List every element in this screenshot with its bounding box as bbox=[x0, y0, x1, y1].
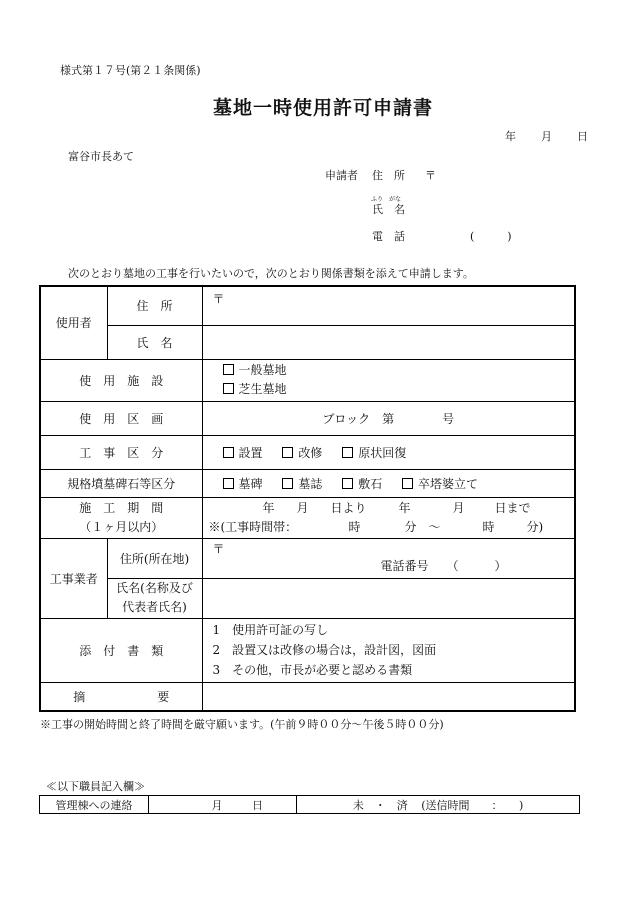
contractor-phone: 電話番号 （ ） bbox=[380, 558, 507, 573]
section-label: 使 用 区 画 bbox=[40, 401, 202, 435]
stone-label: 規格墳墓碑石等区分 bbox=[40, 469, 202, 497]
user-name-field[interactable] bbox=[202, 325, 575, 359]
attachments-label: 添 付 書 類 bbox=[40, 618, 202, 682]
period-row bbox=[40, 497, 575, 538]
period-field[interactable] bbox=[202, 497, 575, 538]
applicant-postal-mark: 〒 bbox=[425, 169, 436, 182]
contractor-name-field[interactable] bbox=[202, 578, 575, 618]
stone-option-sotoba[interactable] bbox=[402, 475, 478, 492]
contact-day: 日 bbox=[252, 798, 263, 812]
user-address-label: 住 所 bbox=[107, 286, 202, 325]
user-address-field[interactable]: 〒 bbox=[202, 286, 575, 325]
applicant-name-label: 氏 名 bbox=[372, 203, 405, 216]
work-type-label: 工 事 区 分 bbox=[40, 435, 202, 469]
contractor-name-row bbox=[40, 578, 575, 618]
period-end-month: 月 bbox=[452, 500, 465, 515]
stone-row bbox=[40, 469, 575, 497]
work-type-option-install[interactable] bbox=[223, 444, 263, 461]
date-year: 年 bbox=[505, 130, 516, 143]
stone-option-tombstone[interactable] bbox=[223, 475, 263, 492]
hours-start-hour: 時 bbox=[348, 519, 361, 534]
attachment-item: 1 使用許可証の写し bbox=[212, 623, 329, 637]
option-label: 設置 bbox=[238, 445, 263, 460]
contractor-address-field[interactable] bbox=[202, 538, 575, 578]
period-label-main: 施 工 期 間 bbox=[79, 500, 164, 515]
stone-options bbox=[202, 469, 575, 497]
hours-label: ※(工事時間帯： bbox=[208, 519, 298, 534]
application-table bbox=[39, 285, 576, 712]
contractor-address-label: 住所(所在地) bbox=[107, 538, 202, 578]
applicant-label: 申請者 bbox=[325, 169, 358, 182]
contractor-label: 工事業者 bbox=[40, 538, 107, 618]
facility-options bbox=[202, 359, 575, 401]
date-month: 月 bbox=[541, 130, 552, 143]
checkbox-icon[interactable] bbox=[282, 447, 293, 458]
period-end-day: 日まで bbox=[494, 500, 531, 515]
period-label-note: （１ヶ月以内） bbox=[79, 519, 164, 534]
remarks-label: 摘 要 bbox=[40, 682, 202, 711]
addressee: 富谷市長あて bbox=[68, 150, 134, 163]
applicant-address-label: 住 所 bbox=[372, 169, 405, 182]
work-type-option-renovate[interactable] bbox=[282, 444, 322, 461]
contact-label: 管理棟への連絡 bbox=[40, 796, 149, 814]
hours-start-minute: 分 ～ bbox=[404, 519, 441, 534]
facility-label: 使 用 施 設 bbox=[40, 359, 202, 401]
contractor-name-label bbox=[107, 578, 202, 618]
work-type-row bbox=[40, 435, 575, 469]
attachment-item: 2 設置又は改修の場合は，設計図，図面 bbox=[212, 643, 437, 657]
period-start-month: 月 bbox=[296, 500, 309, 515]
contractor-name-label-line2: 代表者氏名) bbox=[122, 600, 187, 614]
hours-note: ※工事の開始時間と終了時間を厳守願います。(午前９時００分～午後５時００分) bbox=[40, 718, 444, 731]
section-field[interactable]: ブロック 第 号 bbox=[202, 401, 575, 435]
intro-text: 次のとおり墓地の工事を行いたいので，次のとおり関係書類を添えて申請します。 bbox=[68, 267, 474, 280]
option-label: 一般墓地 bbox=[238, 363, 287, 377]
applicant-phone-parens: ( ) bbox=[470, 230, 512, 243]
applicant-name-ruby: ふり がな bbox=[371, 196, 402, 203]
contact-date-field[interactable] bbox=[149, 796, 297, 814]
contact-month: 月 bbox=[211, 798, 223, 812]
checkbox-icon[interactable] bbox=[223, 447, 234, 458]
facility-option-lawn[interactable] bbox=[223, 380, 575, 399]
section-row bbox=[40, 401, 575, 435]
option-label: 改修 bbox=[298, 445, 323, 460]
checkbox-icon[interactable] bbox=[282, 478, 293, 489]
contractor-name-label-line1: 氏名(名称及び bbox=[116, 581, 193, 595]
period-start-year: 年 bbox=[262, 500, 275, 515]
facility-row bbox=[40, 359, 575, 401]
staff-row bbox=[40, 796, 580, 814]
option-label: 敷石 bbox=[358, 476, 383, 491]
option-label: 芝生墓地 bbox=[238, 382, 287, 396]
date-day: 日 bbox=[577, 130, 588, 143]
checkbox-icon[interactable] bbox=[402, 478, 413, 489]
period-label bbox=[40, 497, 202, 538]
form-number: 様式第１７号(第２１条関係) bbox=[60, 64, 201, 77]
period-end-year: 年 bbox=[398, 500, 411, 515]
facility-option-general[interactable] bbox=[223, 361, 575, 380]
work-type-options bbox=[202, 435, 575, 469]
checkbox-icon[interactable] bbox=[223, 364, 234, 375]
stone-option-epitaph[interactable] bbox=[282, 475, 322, 492]
attachments-list bbox=[202, 618, 575, 682]
attachment-item: 3 その他，市長が必要と認める書類 bbox=[212, 663, 413, 677]
applicant-phone-label: 電 話 bbox=[372, 230, 405, 243]
contact-status-field[interactable] bbox=[297, 796, 580, 814]
page-title: 墓地一時使用許可申請書 bbox=[213, 97, 434, 119]
option-label: 墓碑 bbox=[238, 476, 263, 491]
period-hours bbox=[209, 518, 575, 537]
option-label: 原状回復 bbox=[358, 445, 407, 460]
period-start-day: 日より bbox=[330, 500, 367, 515]
checkbox-icon[interactable] bbox=[342, 447, 353, 458]
contractor-postal-mark: 〒 bbox=[212, 541, 225, 556]
staff-table bbox=[39, 795, 580, 814]
checkbox-icon[interactable] bbox=[342, 478, 353, 489]
contact-status: 未 ・ 済 bbox=[352, 798, 408, 812]
user-name-row bbox=[40, 325, 575, 359]
staff-heading: ≪以下職員記入欄≫ bbox=[46, 780, 145, 793]
send-time: (送信時間 ： ) bbox=[421, 798, 524, 812]
user-name-label: 氏 名 bbox=[107, 325, 202, 359]
user-label: 使用者 bbox=[40, 286, 107, 359]
checkbox-icon[interactable] bbox=[223, 383, 234, 394]
work-type-option-restore[interactable] bbox=[342, 444, 406, 461]
stone-option-paving[interactable] bbox=[342, 475, 382, 492]
hours-end-minute: 分) bbox=[526, 519, 544, 534]
user-address-row bbox=[40, 286, 575, 325]
remarks-field[interactable] bbox=[202, 682, 575, 711]
remarks-row bbox=[40, 682, 575, 711]
period-range bbox=[209, 499, 575, 518]
option-label: 卒塔婆立て bbox=[418, 476, 479, 491]
hours-end-hour: 時 bbox=[482, 519, 495, 534]
checkbox-icon[interactable] bbox=[223, 478, 234, 489]
attachments-row bbox=[40, 618, 575, 682]
contractor-address-row bbox=[40, 538, 575, 578]
option-label: 墓誌 bbox=[298, 476, 323, 491]
